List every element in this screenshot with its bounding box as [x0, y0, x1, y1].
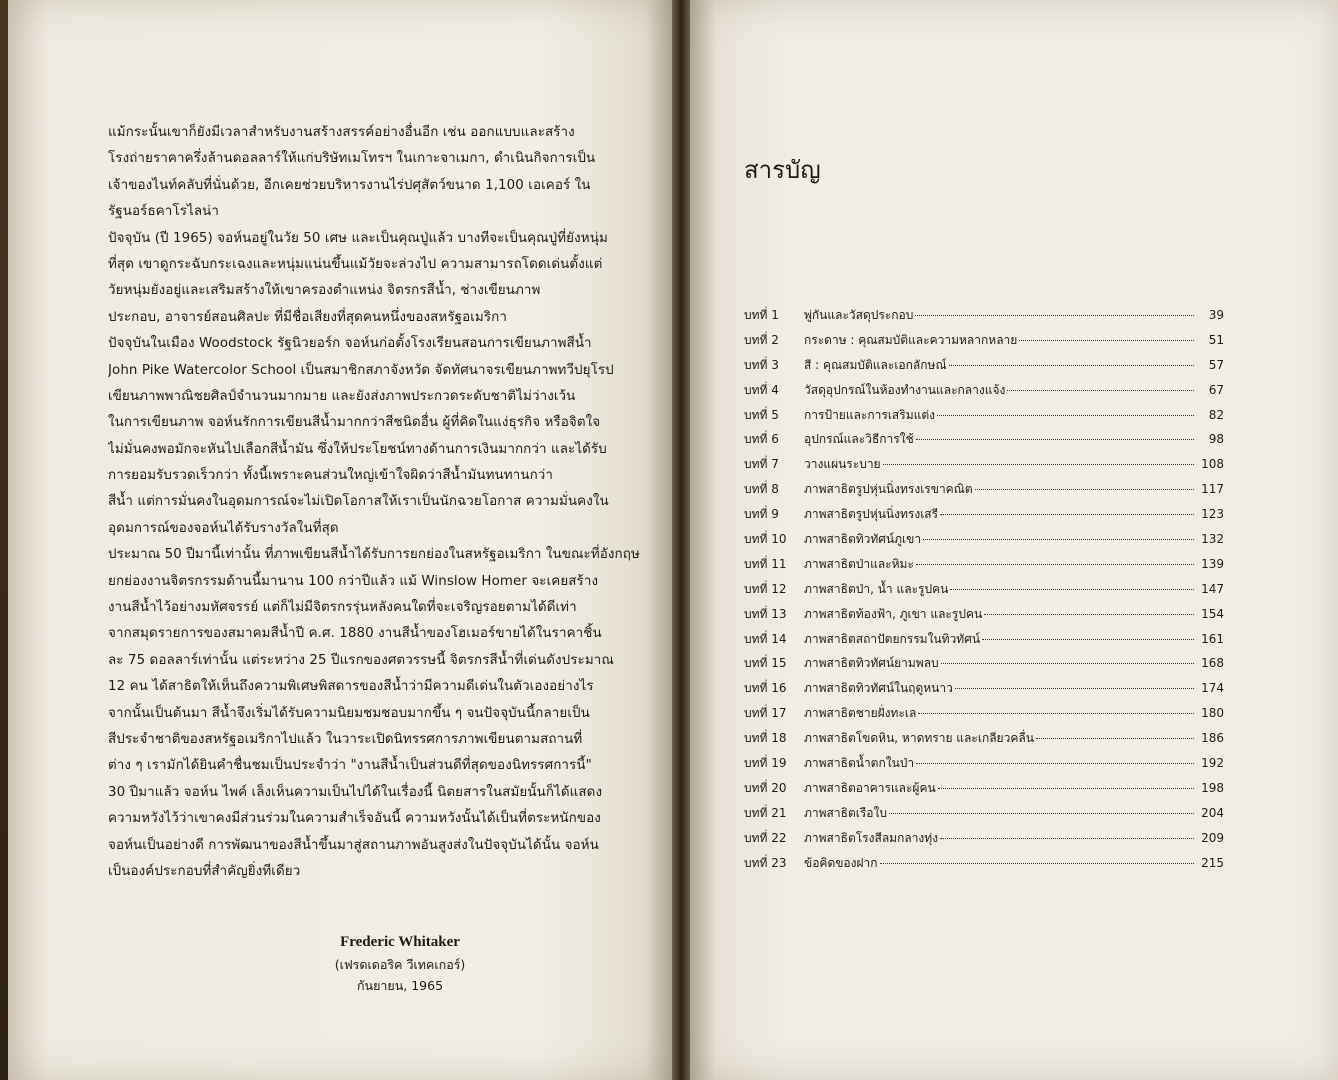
table-of-contents — [744, 306, 1224, 878]
toc-entry — [744, 704, 1224, 729]
text-line: ปัจจุบัน (ปี 1965) จอห์นอยู่ในวัย 50 เศษ และเป็นคุณปู่แล้ว บางทีจะเป็นคุณปู่ที่ยังหนุ่ม — [108, 230, 608, 246]
toc-chapter-number: บทที่ 10 — [744, 532, 787, 547]
text-line: แม้กระนั้นเขาก็ยังมีเวลาสำหรับงานสร้างสรรค์อย่างอื่นอีก เช่น ออกแบบและสร้าง — [108, 125, 575, 140]
text-line: เป็นองค์ประกอบที่สำคัญยิ่งทีเดียว — [108, 863, 301, 879]
toc-page-number: 168 — [1201, 656, 1224, 671]
toc-entry — [744, 804, 1224, 829]
text-line: สีประจำชาติของสหรัฐอเมริกาไปแล้ว ในวาระเปิดนิทรรศการภาพเขียนตามสถานที่ — [108, 731, 583, 747]
toc-leader-dots — [984, 614, 1194, 615]
toc-leader-dots — [916, 564, 1194, 565]
toc-chapter-title: วางแผนระบาย — [804, 457, 881, 472]
toc-leader-dots — [1019, 340, 1194, 341]
toc-chapter-number: บทที่ 20 — [744, 780, 787, 795]
text-line: John Pike Watercolor School เป็นสมาชิกสภาจังหวัด จัดทัศนาจรเขียนภาพทวีปยุโรป — [108, 362, 614, 378]
toc-entry — [744, 854, 1224, 879]
toc-chapter-title: ภาพสาธิตป่า, น้ำ และรูปคน — [804, 581, 949, 596]
text-line: ความหวังไว้ว่าเขาคงมีส่วนร่วมในความสำเร็จอันนี้ ความหวังนั้นได้เป็นที่ตระหนักของ — [108, 811, 601, 827]
toc-chapter-title: พู่กันและวัสดุประกอบ — [804, 308, 914, 322]
toc-page-number: 154 — [1201, 606, 1224, 621]
toc-leader-dots — [950, 589, 1194, 590]
text-line: การยอมรับรวดเร็วกว่า ทั้งนี้เพราะคนส่วนใหญ่เข้าใจผิดว่าสีน้ำมันทนทานกว่า — [108, 468, 554, 484]
toc-leader-dots — [982, 639, 1194, 640]
toc-chapter-number: บทที่ 7 — [744, 457, 779, 472]
toc-entry — [744, 480, 1224, 505]
signature-block — [300, 930, 500, 996]
toc-entry — [744, 630, 1224, 655]
toc-entry — [744, 356, 1224, 381]
toc-page-number: 192 — [1201, 756, 1224, 771]
toc-leader-dots — [923, 539, 1194, 540]
toc-chapter-title: ภาพสาธิตน้ำตกในป่า — [804, 756, 915, 771]
toc-page-number: 67 — [1208, 382, 1224, 397]
text-line: ปัจจุบันในเมือง Woodstock รัฐนิวยอร์ก จอห์นก่อตั้งโรงเรียนสอนการเขียนภาพสีน้ำ — [108, 336, 592, 352]
toc-title: สารบัญ — [744, 156, 821, 184]
toc-leader-dots — [883, 464, 1194, 465]
text-line: ประมาณ 50 ปีมานี้เท่านั้น ที่ภาพเขียนสีน้ำได้รับการยกย่องในสหรัฐอเมริกา ในขณะที่อังกฤษ — [108, 547, 640, 563]
toc-chapter-title: ภาพสาธิตทิวทัศน์ภูเขา — [804, 532, 922, 547]
toc-chapter-number: บทที่ 12 — [744, 581, 787, 596]
toc-leader-dots — [916, 439, 1194, 440]
toc-page-number: 117 — [1201, 482, 1224, 497]
toc-chapter-number: บทที่ 6 — [744, 432, 779, 447]
toc-chapter-number: บทที่ 21 — [744, 805, 787, 820]
toc-chapter-number: บทที่ 19 — [744, 756, 787, 771]
toc-page-number: 139 — [1201, 556, 1224, 571]
toc-chapter-title: วัสดุอุปกรณ์ในห้องทำงานและกลางแจ้ง — [804, 382, 1006, 397]
signature-date: กันยายน, 1965 — [356, 978, 444, 993]
toc-leader-dots — [955, 688, 1194, 689]
author-name: Frederic Whitaker — [340, 934, 460, 950]
toc-chapter-number: บทที่ 17 — [744, 706, 787, 721]
toc-page-number: 174 — [1201, 681, 1224, 696]
toc-page-number: 98 — [1208, 432, 1224, 447]
toc-chapter-number: บทที่ 11 — [744, 556, 787, 571]
toc-leader-dots — [1036, 738, 1194, 739]
toc-chapter-number: บทที่ 13 — [744, 606, 787, 621]
toc-page-number: 57 — [1208, 357, 1224, 372]
toc-chapter-number: บทที่ 16 — [744, 681, 787, 696]
toc-chapter-title: การป้ายและการเสริมแต่ง — [804, 407, 935, 422]
toc-chapter-number: บทที่ 9 — [744, 507, 779, 522]
toc-chapter-title: ภาพสาธิตรูปหุ่นนิ่งทรงเรขาคณิต — [804, 482, 973, 497]
toc-page-number: 186 — [1201, 731, 1224, 746]
text-line: ประกอบ, อาจารย์สอนศิลปะ ที่มีชื่อเสียงที่สุดคนหนึ่งของสหรัฐอเมริกา — [108, 309, 507, 325]
toc-chapter-number: บทที่ 14 — [744, 631, 787, 646]
text-line: จากนั้นเป็นต้นมา สีน้ำจึงเริ่มได้รับความนิยมชมชอบมากขึ้น ๆ จนปัจจุบันนี้กลายเป็น — [108, 705, 590, 721]
text-line: จอห์นเป็นอย่างดี การพัฒนาของสีน้ำขึ้นมาสู่สถานภาพอันสูงส่งในปัจจุบันได้นั้น จอห์น — [108, 837, 599, 853]
toc-chapter-number: บทที่ 3 — [744, 357, 779, 372]
toc-entry — [744, 829, 1224, 854]
toc-entry — [744, 505, 1224, 530]
toc-chapter-number: บทที่ 18 — [744, 731, 787, 746]
toc-page-number: 108 — [1201, 457, 1224, 472]
toc-chapter-number: บทที่ 8 — [744, 482, 779, 497]
text-line: ต่าง ๆ เรามักได้ยินคำชื่นชมเป็นประจำว่า "งานสีน้ำเป็นส่วนดีที่สุดของนิทรรศการนี้" — [108, 758, 592, 774]
toc-page-number: 198 — [1201, 780, 1224, 795]
toc-entry — [744, 455, 1224, 480]
toc-leader-dots — [938, 788, 1194, 789]
toc-entry — [744, 679, 1224, 704]
book-gutter — [672, 0, 690, 1080]
toc-entry — [744, 779, 1224, 804]
toc-entry — [744, 580, 1224, 605]
author-thai-name: (เฟรดเดอริค วีเทคเกอร์) — [334, 957, 466, 972]
text-line: ที่สุด เขาดูกระฉับกระเฉงและหนุ่มแน่นขึ้นแม้วัยจะล่วงไป ความสามารถโดดเด่นตั้งแต่ — [108, 256, 603, 272]
toc-leader-dots — [918, 713, 1194, 714]
text-line: ละ 75 ดอลลาร์เท่านั้น แต่ระหว่าง 25 ปีแรกของศตวรรษนี้ จิตรกรสีน้ำที่เด่นดังประมาณ — [108, 652, 614, 668]
toc-entry — [744, 555, 1224, 580]
toc-chapter-title: อุปกรณ์และวิธีการใช้ — [804, 432, 914, 447]
text-line: อุดมการณ์ของจอห์นได้รับรางวัลในที่สุด — [108, 520, 339, 536]
text-line: โรงถ่ายราคาครึ่งล้านดอลลาร์ให้แก่บริษัทเมโทรฯ ในเกาะจาเมกา, ดำเนินกิจการเป็น — [108, 151, 596, 167]
text-line: วัยหนุ่มยังอยู่และเสริมสร้างให้เขาครองตำแหน่ง จิตรกรสีน้ำ, ช่างเขียนภาพ — [108, 283, 541, 299]
text-line: 12 คน ได้สาธิตให้เห็นถึงความพิเศษพิสดารของสีน้ำว่ามีความดีเด่นในตัวเองอย่างไร — [108, 679, 594, 695]
text-line: จากสมุดรายการของสมาคมสีน้ำปี ค.ศ. 1880 งานสีน้ำของโฮเมอร์ขายได้ในราคาชิ้น — [108, 626, 602, 642]
toc-page-number: 82 — [1208, 407, 1224, 422]
toc-leader-dots — [1007, 390, 1194, 391]
text-line: 30 ปีมาแล้ว จอห์น ไพค์ เล็งเห็นความเป็นไปได้ในเรื่องนี้ นิตยสารในสมัยนั้นก็ได้แสดง — [108, 784, 603, 800]
text-line: ในการเขียนภาพ จอห์นรักการเขียนสีน้ำมากกว่าสีชนิดอื่น ผู้ที่คิดในแง่ธุรกิจ หรือจิตใจ — [108, 415, 601, 431]
toc-chapter-title: ภาพสาธิตทิวทัศน์ยามพลบ — [804, 656, 939, 671]
toc-chapter-title: ภาพสาธิตสถาปัตยกรรมในทิวทัศน์ — [804, 631, 981, 646]
toc-chapter-number: บทที่ 5 — [744, 407, 779, 422]
toc-leader-dots — [915, 315, 1194, 316]
foreword-text — [108, 120, 640, 885]
toc-chapter-title: ภาพสาธิตท้องฟ้า, ภูเขา และรูปคน — [804, 606, 983, 621]
toc-chapter-title: ภาพสาธิตรูปหุ่นนิ่งทรงเสรี — [804, 507, 939, 522]
toc-chapter-number: บทที่ 23 — [744, 855, 787, 870]
toc-entry — [744, 605, 1224, 630]
toc-entry — [744, 331, 1224, 356]
toc-entry — [744, 306, 1224, 331]
toc-entry — [744, 381, 1224, 406]
toc-chapter-number: บทที่ 1 — [744, 308, 779, 322]
text-line: รัฐนอร์ธคาโรไลน่า — [108, 204, 220, 220]
text-line: สีน้ำ แต่การมั่นคงในอุดมการณ์จะไม่เปิดโอกาสให้เราเป็นนักฉวยโอกาส ความมั่นคงใน — [108, 494, 609, 510]
toc-chapter-title: สี : คุณสมบัติและเอกลักษณ์ — [804, 357, 947, 372]
toc-chapter-title: ภาพสาธิตอาคารและผู้คน — [804, 780, 936, 795]
toc-chapter-number: บทที่ 2 — [744, 332, 779, 347]
toc-page-number: 180 — [1201, 706, 1224, 721]
toc-page-number: 204 — [1201, 805, 1224, 820]
toc-entry — [744, 406, 1224, 431]
toc-chapter-title: ภาพสาธิตโขดหิน, หาดทราย และเกลียวคลื่น — [804, 731, 1034, 746]
toc-leader-dots — [880, 863, 1194, 864]
toc-chapter-title: กระดาษ : คุณสมบัติและความหลากหลาย — [804, 332, 1018, 347]
toc-leader-dots — [937, 415, 1194, 416]
toc-leader-dots — [949, 365, 1194, 366]
toc-leader-dots — [916, 763, 1194, 764]
toc-page-number: 209 — [1201, 830, 1224, 845]
toc-page-number: 161 — [1201, 631, 1224, 646]
toc-page-number: 147 — [1201, 581, 1224, 596]
toc-chapter-title: ข้อคิดของฝาก — [804, 855, 878, 870]
toc-chapter-number: บทที่ 22 — [744, 830, 787, 845]
toc-chapter-title: ภาพสาธิตเรือใบ — [804, 805, 887, 820]
toc-chapter-title: ภาพสาธิตชายฝั่งทะเล — [804, 706, 917, 721]
toc-page-number: 132 — [1201, 532, 1224, 547]
toc-leader-dots — [941, 663, 1194, 664]
toc-page-number: 123 — [1201, 507, 1224, 522]
toc-entry — [744, 654, 1224, 679]
text-line: ยกย่องงานจิตรกรรมด้านนี้มานาน 100 กว่าปีแล้ว แม้ Winslow Homer จะเคยสร้าง — [108, 573, 599, 589]
toc-entry — [744, 754, 1224, 779]
text-line: ไม่มั่นคงพอมักจะหันไปเลือกสีน้ำมัน ซึ่งให้ประโยชน์ทางด้านการเงินมากกว่า และได้รับ — [108, 441, 607, 457]
toc-entry — [744, 430, 1224, 455]
toc-chapter-number: บทที่ 15 — [744, 656, 787, 671]
toc-page-number: 39 — [1208, 308, 1224, 322]
text-line: เขียนภาพพาณิชยศิลป์จำนวนมากมาย และยังส่งภาพประกวดระดับชาติไม่ว่างเว้น — [108, 388, 576, 404]
toc-leader-dots — [940, 514, 1194, 515]
toc-leader-dots — [940, 838, 1194, 839]
toc-page-number: 215 — [1201, 855, 1224, 870]
text-line: เจ้าของไนท์คลับที่นั่นด้วย, อีกเคยช่วยบริหารงานไร่ปศุสัตว์ขนาด 1,100 เอเคอร์ ใน — [108, 177, 591, 193]
toc-chapter-title: ภาพสาธิตป่าและหิมะ — [804, 556, 914, 571]
toc-chapter-number: บทที่ 4 — [744, 382, 779, 397]
toc-entry — [744, 729, 1224, 754]
toc-entry — [744, 530, 1224, 555]
toc-page-number: 51 — [1208, 332, 1224, 347]
text-line: งานสีน้ำไว้อย่างมหัศจรรย์ แต่ก็ไม่มีจิตรกรรุ่นหลังคนใดที่จะเจริญรอยตามได้ดีเท่า — [108, 600, 577, 616]
toc-leader-dots — [889, 813, 1194, 814]
toc-chapter-title: ภาพสาธิตทิวทัศน์ในฤดูหนาว — [804, 681, 953, 696]
toc-chapter-title: ภาพสาธิตโรงสีลมกลางทุ่ง — [804, 830, 939, 845]
toc-leader-dots — [975, 489, 1194, 490]
